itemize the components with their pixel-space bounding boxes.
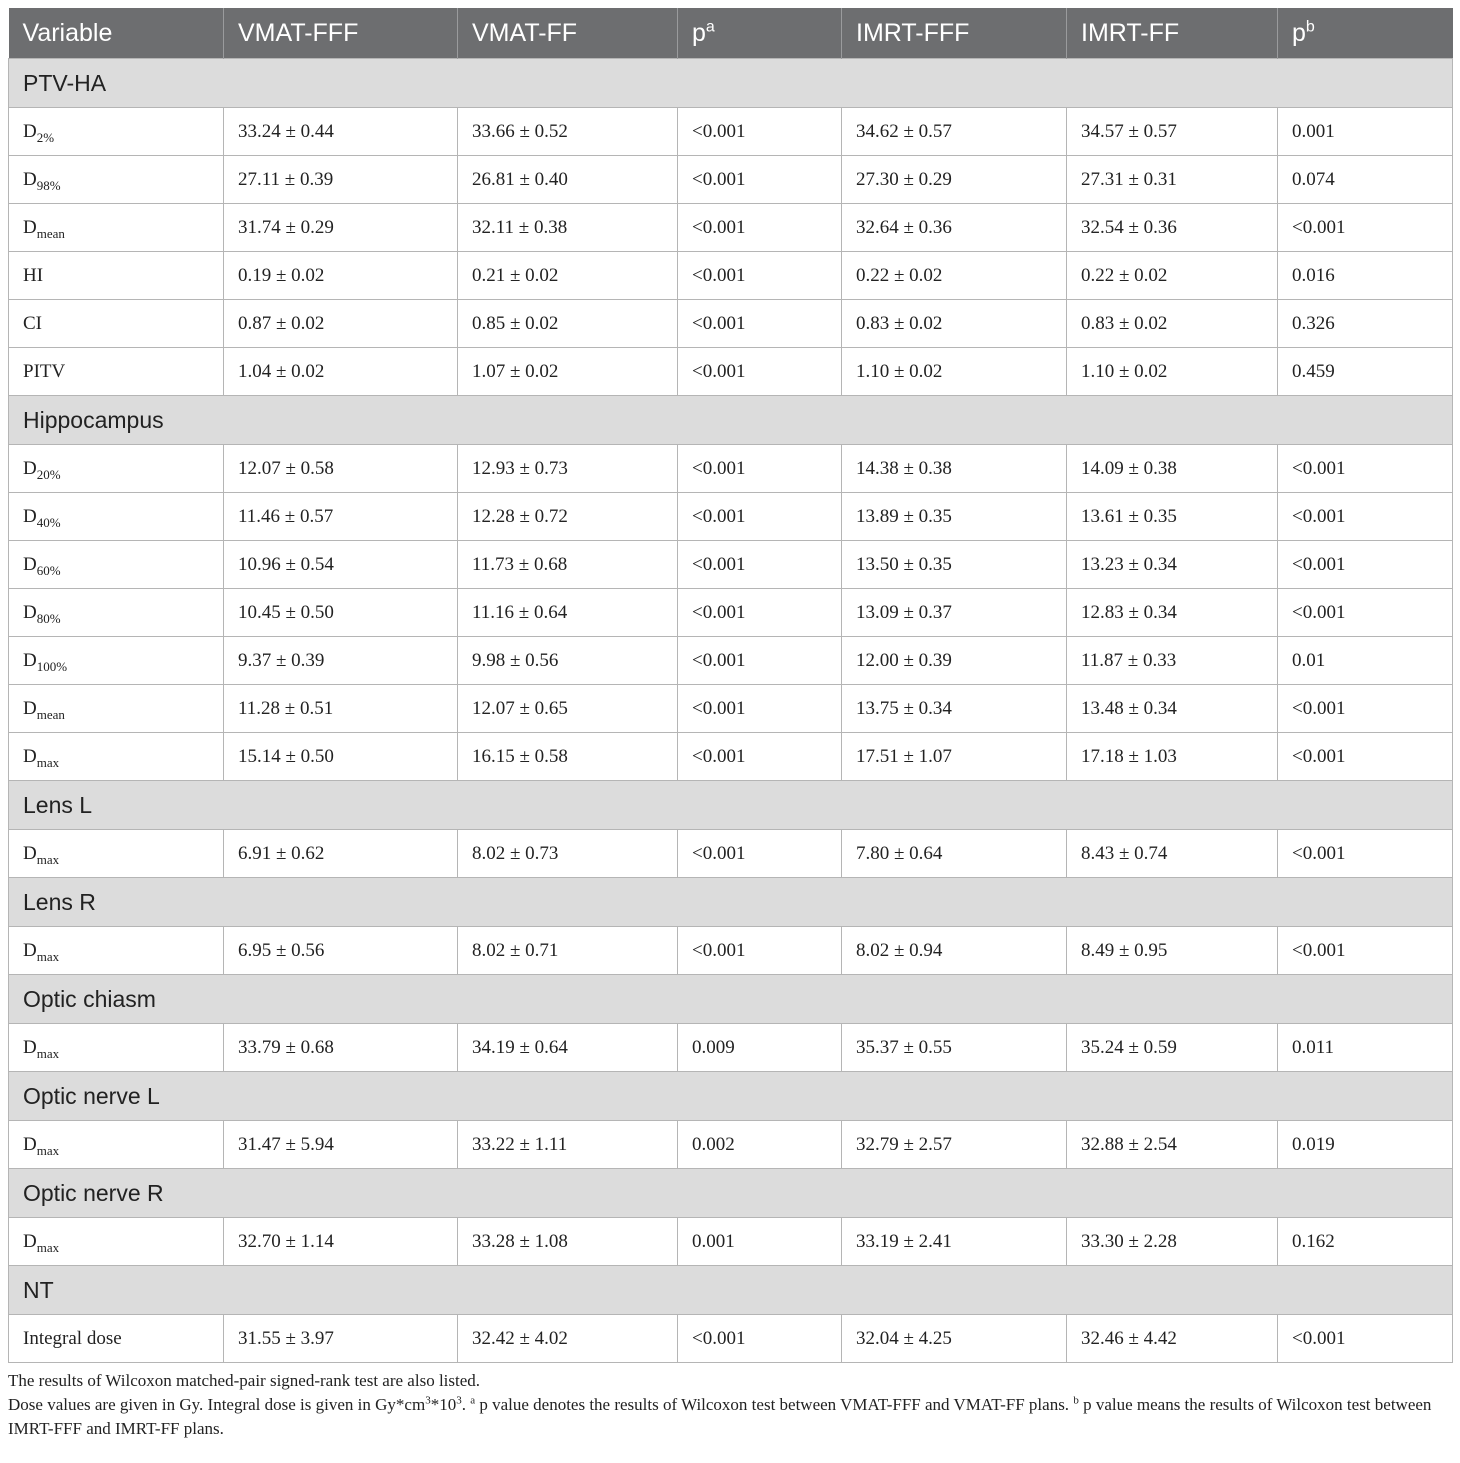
cell-vmat-fff: 9.37 ± 0.39	[224, 637, 458, 685]
variable-name: D	[23, 216, 37, 238]
cell-imrt-ff: 17.18 ± 1.03	[1067, 733, 1278, 781]
cell-pb: 0.326	[1278, 300, 1453, 348]
variable-name: Integral dose	[23, 1327, 122, 1349]
variable-subscript: mean	[36, 225, 65, 241]
cell-variable	[9, 589, 224, 637]
table-row	[9, 1218, 1453, 1266]
cell-imrt-ff: 11.87 ± 0.33	[1067, 637, 1278, 685]
cell-pb: 0.074	[1278, 156, 1453, 204]
cell-vmat-ff: 0.21 ± 0.02	[458, 252, 678, 300]
variable-subscript: mean	[36, 706, 65, 722]
cell-vmat-ff: 32.42 ± 4.02	[458, 1315, 678, 1363]
variable-name: HI	[23, 264, 44, 286]
cell-pb: 0.011	[1278, 1024, 1453, 1072]
cell-vmat-fff: 6.91 ± 0.62	[224, 830, 458, 878]
table-footnote	[8, 1369, 1452, 1441]
cell-vmat-fff: 1.04 ± 0.02	[224, 348, 458, 396]
variable-subscript: 98%	[36, 177, 61, 193]
variable-subscript: max	[36, 1239, 60, 1255]
table-row	[9, 108, 1453, 156]
cell-variable	[9, 156, 224, 204]
variable-name: D	[23, 745, 37, 767]
variable-name: D	[23, 553, 37, 575]
cell-pb: <0.001	[1278, 927, 1453, 975]
variable-subscript: 20%	[36, 466, 61, 482]
variable-name: D	[23, 120, 37, 142]
cell-variable	[9, 108, 224, 156]
footnote-line-2: Dose values are given in Gy. Integral dose is given in $Gy*cm^3*10^3$. $^a$ p value denotes the results of Wilcoxon test between VMAT-FFF and VMAT-FF plans. $^b$ p value means the results of Wilcoxon test between IMRT-FFF and IMRT-FF plans.	[8, 1394, 1432, 1438]
cell-pa: <0.001	[678, 927, 842, 975]
cell-imrt-ff: 0.83 ± 0.02	[1067, 300, 1278, 348]
cell-variable	[9, 927, 224, 975]
cell-imrt-ff: 13.23 ± 0.34	[1067, 541, 1278, 589]
cell-vmat-ff: 12.93 ± 0.73	[458, 445, 678, 493]
variable-subscript: 100%	[36, 658, 68, 674]
cell-pb: <0.001	[1278, 204, 1453, 252]
table-row	[9, 1315, 1453, 1363]
variable-name: D	[23, 505, 37, 527]
table-row	[9, 685, 1453, 733]
cell-variable	[9, 300, 224, 348]
cell-vmat-fff: 10.96 ± 0.54	[224, 541, 458, 589]
cell-imrt-ff: 1.10 ± 0.02	[1067, 348, 1278, 396]
cell-imrt-ff: 0.22 ± 0.02	[1067, 252, 1278, 300]
section-title: Hippocampus	[9, 396, 1453, 445]
cell-vmat-fff: 31.74 ± 0.29	[224, 204, 458, 252]
cell-imrt-fff: 0.22 ± 0.02	[842, 252, 1067, 300]
cell-pa: <0.001	[678, 445, 842, 493]
cell-variable	[9, 204, 224, 252]
variable-name: D	[23, 1133, 37, 1155]
variable-subscript: max	[36, 1142, 60, 1158]
cell-variable	[9, 685, 224, 733]
section-title: Lens R	[9, 878, 1453, 927]
cell-vmat-fff: 32.70 ± 1.14	[224, 1218, 458, 1266]
cell-vmat-ff: 33.28 ± 1.08	[458, 1218, 678, 1266]
section-row	[9, 781, 1453, 830]
table-row	[9, 493, 1453, 541]
cell-variable	[9, 541, 224, 589]
cell-pa: <0.001	[678, 348, 842, 396]
table-body	[9, 59, 1453, 1363]
cell-pb: 0.459	[1278, 348, 1453, 396]
cell-vmat-fff: 11.46 ± 0.57	[224, 493, 458, 541]
variable-name: D	[23, 1036, 37, 1058]
cell-imrt-ff: 8.49 ± 0.95	[1067, 927, 1278, 975]
cell-pb: <0.001	[1278, 589, 1453, 637]
cell-vmat-fff: 15.14 ± 0.50	[224, 733, 458, 781]
cell-imrt-ff: 32.46 ± 4.42	[1067, 1315, 1278, 1363]
cell-pa: <0.001	[678, 685, 842, 733]
variable-name: D	[23, 697, 37, 719]
cell-pb: <0.001	[1278, 445, 1453, 493]
cell-pa: <0.001	[678, 252, 842, 300]
cell-pa: 0.009	[678, 1024, 842, 1072]
cell-imrt-fff: 34.62 ± 0.57	[842, 108, 1067, 156]
cell-imrt-ff: 14.09 ± 0.38	[1067, 445, 1278, 493]
footnote-line-1: The results of Wilcoxon matched-pair signed-rank test are also listed.	[8, 1371, 481, 1390]
cell-vmat-ff: 32.11 ± 0.38	[458, 204, 678, 252]
cell-pa: 0.001	[678, 1218, 842, 1266]
cell-vmat-ff: 11.73 ± 0.68	[458, 541, 678, 589]
cell-pa: <0.001	[678, 108, 842, 156]
variable-subscript: 80%	[36, 610, 61, 626]
cell-pa: <0.001	[678, 493, 842, 541]
cell-pb: 0.016	[1278, 252, 1453, 300]
section-title: Lens L	[9, 781, 1453, 830]
cell-imrt-fff: 27.30 ± 0.29	[842, 156, 1067, 204]
variable-subscript: max	[36, 754, 60, 770]
variable-name: D	[23, 842, 37, 864]
cell-vmat-ff: 12.28 ± 0.72	[458, 493, 678, 541]
cell-vmat-ff: 16.15 ± 0.58	[458, 733, 678, 781]
variable-name: PITV	[23, 360, 66, 382]
cell-imrt-fff: 13.09 ± 0.37	[842, 589, 1067, 637]
table-row	[9, 830, 1453, 878]
cell-vmat-fff: 6.95 ± 0.56	[224, 927, 458, 975]
variable-subscript: max	[36, 851, 60, 867]
data-table	[8, 8, 1453, 1363]
cell-imrt-fff: 32.79 ± 2.57	[842, 1121, 1067, 1169]
section-row	[9, 1169, 1453, 1218]
variable-name: D	[23, 168, 37, 190]
section-row	[9, 1072, 1453, 1121]
cell-pb: <0.001	[1278, 830, 1453, 878]
cell-imrt-fff: 1.10 ± 0.02	[842, 348, 1067, 396]
cell-pb: 0.162	[1278, 1218, 1453, 1266]
header-row	[9, 8, 1453, 59]
table-row	[9, 637, 1453, 685]
header-vmat-fff: VMAT-FFF	[224, 8, 458, 59]
cell-imrt-ff: 33.30 ± 2.28	[1067, 1218, 1278, 1266]
section-row	[9, 1266, 1453, 1315]
cell-imrt-fff: 13.50 ± 0.35	[842, 541, 1067, 589]
section-title: Optic chiasm	[9, 975, 1453, 1024]
table-row	[9, 589, 1453, 637]
cell-pb: <0.001	[1278, 1315, 1453, 1363]
cell-imrt-fff: 33.19 ± 2.41	[842, 1218, 1067, 1266]
cell-vmat-fff: 33.79 ± 0.68	[224, 1024, 458, 1072]
cell-vmat-fff: 11.28 ± 0.51	[224, 685, 458, 733]
variable-subscript: 2%	[36, 129, 55, 145]
table-row	[9, 252, 1453, 300]
cell-imrt-ff: 35.24 ± 0.59	[1067, 1024, 1278, 1072]
cell-vmat-ff: 11.16 ± 0.64	[458, 589, 678, 637]
cell-vmat-fff: 10.45 ± 0.50	[224, 589, 458, 637]
cell-imrt-fff: 17.51 ± 1.07	[842, 733, 1067, 781]
cell-variable	[9, 493, 224, 541]
cell-variable	[9, 1024, 224, 1072]
section-title: Optic nerve L	[9, 1072, 1453, 1121]
cell-pa: 0.002	[678, 1121, 842, 1169]
cell-vmat-fff: 0.87 ± 0.02	[224, 300, 458, 348]
cell-pa: <0.001	[678, 156, 842, 204]
section-title: NT	[9, 1266, 1453, 1315]
table-row	[9, 1121, 1453, 1169]
table-container	[8, 8, 1452, 1441]
table-row	[9, 733, 1453, 781]
cell-pb: <0.001	[1278, 733, 1453, 781]
cell-pa: <0.001	[678, 637, 842, 685]
table-row	[9, 541, 1453, 589]
header-p-a: $p^a$	[678, 8, 842, 59]
cell-pb: <0.001	[1278, 493, 1453, 541]
cell-variable	[9, 445, 224, 493]
header-imrt-ff: IMRT-FF	[1067, 8, 1278, 59]
variable-name: D	[23, 649, 37, 671]
cell-imrt-fff: 7.80 ± 0.64	[842, 830, 1067, 878]
cell-vmat-ff: 33.22 ± 1.11	[458, 1121, 678, 1169]
cell-vmat-fff: 31.47 ± 5.94	[224, 1121, 458, 1169]
cell-imrt-ff: 34.57 ± 0.57	[1067, 108, 1278, 156]
table-row	[9, 156, 1453, 204]
cell-pa: <0.001	[678, 541, 842, 589]
cell-pa: <0.001	[678, 589, 842, 637]
cell-vmat-fff: 31.55 ± 3.97	[224, 1315, 458, 1363]
table-row	[9, 348, 1453, 396]
cell-imrt-ff: 13.61 ± 0.35	[1067, 493, 1278, 541]
cell-variable	[9, 1218, 224, 1266]
cell-imrt-fff: 35.37 ± 0.55	[842, 1024, 1067, 1072]
cell-pa: <0.001	[678, 1315, 842, 1363]
section-row	[9, 59, 1453, 108]
cell-imrt-ff: 12.83 ± 0.34	[1067, 589, 1278, 637]
variable-name: CI	[23, 312, 42, 334]
cell-variable	[9, 637, 224, 685]
cell-imrt-fff: 32.04 ± 4.25	[842, 1315, 1067, 1363]
cell-variable	[9, 348, 224, 396]
cell-vmat-ff: 8.02 ± 0.71	[458, 927, 678, 975]
variable-subscript: 40%	[36, 514, 61, 530]
cell-imrt-fff: 13.89 ± 0.35	[842, 493, 1067, 541]
cell-imrt-ff: 27.31 ± 0.31	[1067, 156, 1278, 204]
cell-variable	[9, 733, 224, 781]
header-p-b: $p^b$	[1278, 8, 1453, 59]
cell-vmat-ff: 1.07 ± 0.02	[458, 348, 678, 396]
variable-subscript: max	[36, 948, 60, 964]
cell-vmat-ff: 34.19 ± 0.64	[458, 1024, 678, 1072]
cell-pb: <0.001	[1278, 685, 1453, 733]
cell-variable	[9, 252, 224, 300]
section-row	[9, 878, 1453, 927]
cell-vmat-ff: 8.02 ± 0.73	[458, 830, 678, 878]
cell-imrt-fff: 32.64 ± 0.36	[842, 204, 1067, 252]
cell-imrt-fff: 13.75 ± 0.34	[842, 685, 1067, 733]
cell-imrt-fff: 14.38 ± 0.38	[842, 445, 1067, 493]
cell-vmat-ff: 26.81 ± 0.40	[458, 156, 678, 204]
cell-pa: <0.001	[678, 300, 842, 348]
section-row	[9, 975, 1453, 1024]
table-row	[9, 204, 1453, 252]
cell-vmat-fff: 12.07 ± 0.58	[224, 445, 458, 493]
section-row	[9, 396, 1453, 445]
variable-subscript: max	[36, 1045, 60, 1061]
cell-pa: <0.001	[678, 204, 842, 252]
header-imrt-fff: IMRT-FFF	[842, 8, 1067, 59]
cell-variable	[9, 1121, 224, 1169]
table-row	[9, 927, 1453, 975]
cell-imrt-fff: 8.02 ± 0.94	[842, 927, 1067, 975]
cell-pb: 0.001	[1278, 108, 1453, 156]
cell-imrt-fff: 12.00 ± 0.39	[842, 637, 1067, 685]
cell-vmat-fff: 0.19 ± 0.02	[224, 252, 458, 300]
cell-imrt-ff: 32.88 ± 2.54	[1067, 1121, 1278, 1169]
cell-pb: 0.01	[1278, 637, 1453, 685]
cell-vmat-fff: 33.24 ± 0.44	[224, 108, 458, 156]
cell-vmat-ff: 0.85 ± 0.02	[458, 300, 678, 348]
cell-variable	[9, 830, 224, 878]
cell-vmat-ff: 33.66 ± 0.52	[458, 108, 678, 156]
cell-pb: 0.019	[1278, 1121, 1453, 1169]
cell-imrt-ff: 32.54 ± 0.36	[1067, 204, 1278, 252]
variable-name: D	[23, 1230, 37, 1252]
section-title: PTV-HA	[9, 59, 1453, 108]
cell-vmat-ff: 12.07 ± 0.65	[458, 685, 678, 733]
cell-vmat-fff: 27.11 ± 0.39	[224, 156, 458, 204]
table-row	[9, 445, 1453, 493]
table-row	[9, 1024, 1453, 1072]
cell-vmat-ff: 9.98 ± 0.56	[458, 637, 678, 685]
cell-pa: <0.001	[678, 733, 842, 781]
variable-name: D	[23, 601, 37, 623]
table-row	[9, 300, 1453, 348]
variable-name: D	[23, 457, 37, 479]
section-title: Optic nerve R	[9, 1169, 1453, 1218]
cell-imrt-fff: 0.83 ± 0.02	[842, 300, 1067, 348]
header-variable: Variable	[9, 8, 224, 59]
header-vmat-ff: VMAT-FF	[458, 8, 678, 59]
variable-subscript: 60%	[36, 562, 61, 578]
cell-variable	[9, 1315, 224, 1363]
cell-pb: <0.001	[1278, 541, 1453, 589]
variable-name: D	[23, 939, 37, 961]
cell-imrt-ff: 8.43 ± 0.74	[1067, 830, 1278, 878]
cell-imrt-ff: 13.48 ± 0.34	[1067, 685, 1278, 733]
cell-pa: <0.001	[678, 830, 842, 878]
